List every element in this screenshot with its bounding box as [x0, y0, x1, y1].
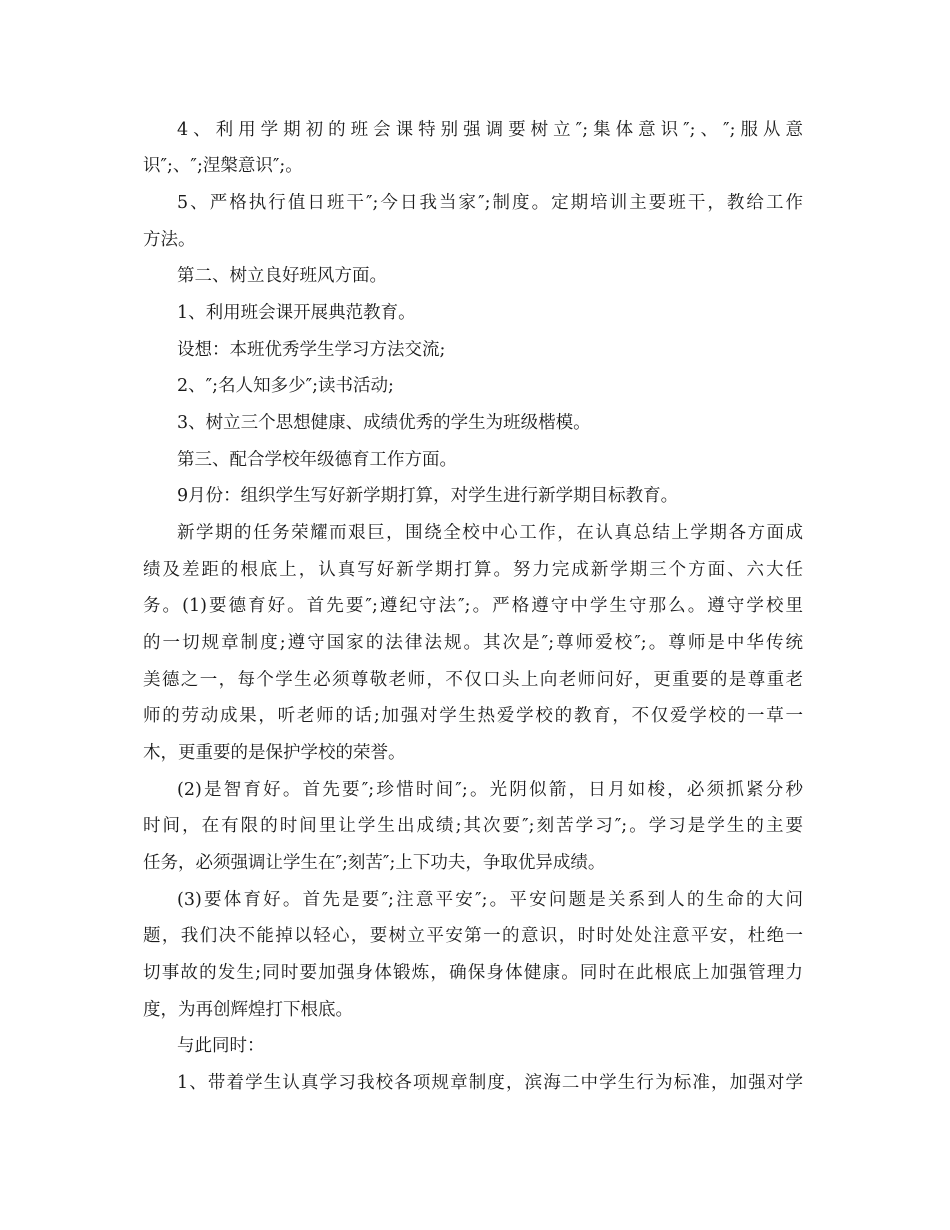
text-line: 方法。 — [143, 230, 196, 250]
text-line: 题，我们决不能掉以轻心，要树立平安第一的意识，时时处处注意平安，杜绝一 — [143, 926, 803, 946]
text-line: 任务，必须强调让学生在″;刻苦″;上下功夫，争取优异成绩。 — [143, 853, 606, 873]
text-line: 度，为再创辉煌打下根底。 — [143, 1000, 353, 1020]
text-line: 的一切规章制度;遵守国家的法律法规。其次是″;尊师爱校″;。尊师是中华传统 — [143, 633, 803, 653]
text-line: 第二、树立良好班风方面。 — [177, 266, 387, 286]
text-line: 1、利用班会课开展典范教育。 — [177, 303, 416, 323]
text-line: 9月份：组织学生写好新学期打算，对学生进行新学期目标教育。 — [177, 486, 679, 506]
text-line: 5、严格执行值日班干″;今日我当家″;制度。定期培训主要班干，教给工作 — [177, 193, 803, 213]
text-line: 时间，在有限的时间里让学生出成绩;其次要″;刻苦学习″;。学习是学生的主要 — [143, 816, 803, 836]
text-line: 师的劳动成果，听老师的话;加强对学生热爱学校的教育，不仅爱学校的一草一 — [143, 706, 803, 726]
text-line: 新学期的任务荣耀而艰巨，围绕全校中心工作，在认真总结上学期各方面成 — [177, 523, 803, 543]
text-line: 2、″;名人知多少″;读书活动; — [177, 376, 394, 396]
text-line: 美德之一，每个学生必须尊敬老师，不仅口头上向老师问好，更重要的是尊重老 — [143, 670, 803, 690]
text-line: 木，更重要的是保护学校的荣誉。 — [143, 743, 406, 763]
text-line: 第三、配合学校年级德育工作方面。 — [177, 450, 457, 470]
text-line: 1、带着学生认真学习我校各项规章制度，滨海二中学生行为标准，加强对学 — [177, 1073, 803, 1093]
text-line: 务。(1)要德育好。首先要″;遵纪守法″;。严格遵守中学生守那么。遵守学校里 — [143, 596, 803, 616]
text-line: 识″;、″;涅槃意识″;。 — [143, 156, 303, 176]
text-line: 与此同时： — [177, 1036, 265, 1056]
text-line: (2)是智育好。首先要″;珍惜时间″;。光阴似箭，日月如梭，必须抓紧分秒 — [177, 780, 803, 800]
text-line: 设想：本班优秀学生学习方法交流; — [177, 340, 446, 360]
text-line: 3、树立三个思想健康、成绩优秀的学生为班级楷模。 — [177, 413, 591, 433]
text-line: 切事故的发生;同时要加强身体锻炼，确保身体健康。同时在此根底上加强管理力 — [143, 963, 803, 983]
text-line: (3)要体育好。首先是要″;注意平安″;。平安问题是关系到人的生命的大问 — [177, 890, 803, 910]
text-line: 绩及差距的根底上，认真写好新学期打算。努力完成新学期三个方面、六大任 — [143, 560, 803, 580]
text-line: 4、利用学期初的班会课特别强调要树立″;集体意识″;、″;服从意 — [177, 120, 803, 140]
